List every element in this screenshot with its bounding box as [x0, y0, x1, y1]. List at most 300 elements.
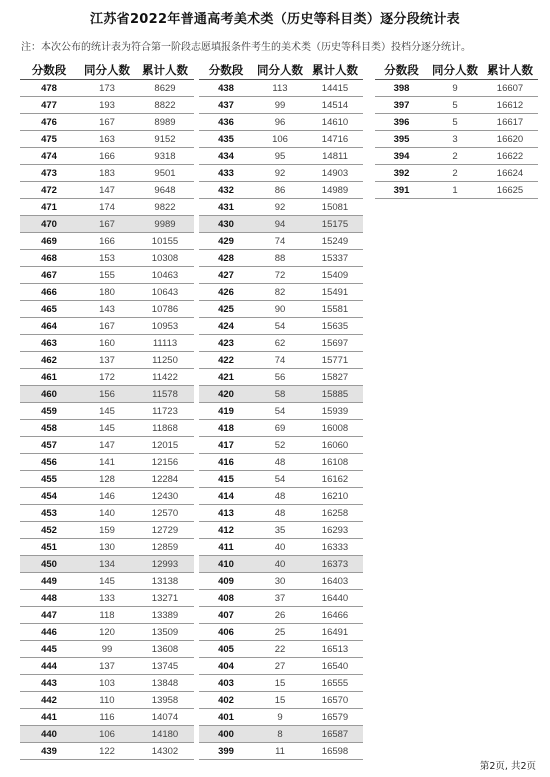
score-cell: 428: [199, 250, 253, 267]
table-row: [20, 573, 194, 590]
score-cell: 422: [199, 352, 253, 369]
table-row: [20, 233, 194, 250]
same-score-count-cell: 54: [253, 471, 307, 488]
same-score-count-cell: 167: [78, 216, 136, 233]
cumulative-count-cell: 13608: [136, 641, 194, 658]
cumulative-count-cell: 9989: [136, 216, 194, 233]
cumulative-count-cell: 10643: [136, 284, 194, 301]
score-cell: 427: [199, 267, 253, 284]
table-row: [20, 335, 194, 352]
same-score-count-cell: 35: [253, 522, 307, 539]
table-row: [199, 505, 363, 522]
cumulative-count-cell: 14074: [136, 709, 194, 726]
same-score-count-cell: 56: [253, 369, 307, 386]
table-row: [375, 182, 538, 199]
score-cell: 465: [20, 301, 78, 318]
table-row: [199, 624, 363, 641]
header-same-score-count: 同分人数: [78, 61, 136, 80]
cumulative-count-cell: 16624: [482, 165, 538, 182]
same-score-count-cell: 166: [78, 148, 136, 165]
table-row: [20, 641, 194, 658]
same-score-count-cell: 48: [253, 505, 307, 522]
table-row: [20, 437, 194, 454]
same-score-count-cell: 9: [428, 80, 482, 97]
cumulative-count-cell: 14716: [307, 131, 363, 148]
score-cell: 399: [199, 743, 253, 760]
cumulative-count-cell: 16060: [307, 437, 363, 454]
same-score-count-cell: 180: [78, 284, 136, 301]
score-cell: 477: [20, 97, 78, 114]
same-score-count-cell: 103: [78, 675, 136, 692]
same-score-count-cell: 106: [253, 131, 307, 148]
same-score-count-cell: 130: [78, 539, 136, 556]
table-row: [20, 505, 194, 522]
table-row: [20, 590, 194, 607]
cumulative-count-cell: 15175: [307, 216, 363, 233]
same-score-count-cell: 1: [428, 182, 482, 199]
table-row: [20, 556, 194, 573]
score-table-column-3: [375, 61, 538, 199]
same-score-count-cell: 172: [78, 369, 136, 386]
table-row: [20, 165, 194, 182]
table-row: [20, 743, 194, 760]
cumulative-count-cell: 16513: [307, 641, 363, 658]
score-cell: 451: [20, 539, 78, 556]
same-score-count-cell: 9: [253, 709, 307, 726]
same-score-count-cell: 166: [78, 233, 136, 250]
cumulative-count-cell: 16403: [307, 573, 363, 590]
table-row: [20, 675, 194, 692]
cumulative-count-cell: 13848: [136, 675, 194, 692]
score-cell: 396: [375, 114, 428, 131]
same-score-count-cell: 5: [428, 114, 482, 131]
cumulative-count-cell: 10953: [136, 318, 194, 335]
score-cell: 476: [20, 114, 78, 131]
cumulative-count-cell: 16625: [482, 182, 538, 199]
score-cell: 461: [20, 369, 78, 386]
header-score: 分数段: [20, 61, 78, 80]
score-cell: 426: [199, 284, 253, 301]
same-score-count-cell: 155: [78, 267, 136, 284]
table-row: [20, 250, 194, 267]
table-row: [20, 454, 194, 471]
score-cell: 398: [375, 80, 428, 97]
header-score: 分数段: [375, 61, 428, 80]
cumulative-count-cell: 12156: [136, 454, 194, 471]
cumulative-count-cell: 15081: [307, 199, 363, 216]
same-score-count-cell: 48: [253, 488, 307, 505]
score-cell: 392: [375, 165, 428, 182]
table-row: [20, 182, 194, 199]
score-cell: 471: [20, 199, 78, 216]
table-row: [20, 301, 194, 318]
score-cell: 441: [20, 709, 78, 726]
cumulative-count-cell: 14989: [307, 182, 363, 199]
table-row: [20, 216, 194, 233]
same-score-count-cell: 167: [78, 114, 136, 131]
cumulative-count-cell: 16466: [307, 607, 363, 624]
table-row: [199, 369, 363, 386]
cumulative-count-cell: 16598: [307, 743, 363, 760]
score-cell: 456: [20, 454, 78, 471]
table-row: [199, 556, 363, 573]
same-score-count-cell: 48: [253, 454, 307, 471]
same-score-count-cell: 146: [78, 488, 136, 505]
table-row: [20, 369, 194, 386]
same-score-count-cell: 2: [428, 165, 482, 182]
cumulative-count-cell: 14903: [307, 165, 363, 182]
same-score-count-cell: 140: [78, 505, 136, 522]
cumulative-count-cell: 12993: [136, 556, 194, 573]
score-cell: 457: [20, 437, 78, 454]
table-row: [199, 522, 363, 539]
table-row: [199, 352, 363, 369]
header-cumulative-count: 累计人数: [136, 61, 194, 80]
same-score-count-cell: 82: [253, 284, 307, 301]
table-row: [20, 114, 194, 131]
cumulative-count-cell: 13271: [136, 590, 194, 607]
same-score-count-cell: 96: [253, 114, 307, 131]
same-score-count-cell: 128: [78, 471, 136, 488]
cumulative-count-cell: 14811: [307, 148, 363, 165]
cumulative-count-cell: 12859: [136, 539, 194, 556]
score-cell: 462: [20, 352, 78, 369]
same-score-count-cell: 118: [78, 607, 136, 624]
same-score-count-cell: 173: [78, 80, 136, 97]
score-cell: 452: [20, 522, 78, 539]
score-cell: 455: [20, 471, 78, 488]
score-cell: 402: [199, 692, 253, 709]
table-row: [20, 692, 194, 709]
table-row: [20, 522, 194, 539]
same-score-count-cell: 141: [78, 454, 136, 471]
cumulative-count-cell: 16440: [307, 590, 363, 607]
table-row: [20, 539, 194, 556]
table-row: [199, 454, 363, 471]
same-score-count-cell: 26: [253, 607, 307, 624]
cumulative-count-cell: 15581: [307, 301, 363, 318]
cumulative-count-cell: 13509: [136, 624, 194, 641]
header-same-score-count: 同分人数: [253, 61, 307, 80]
same-score-count-cell: 134: [78, 556, 136, 573]
same-score-count-cell: 159: [78, 522, 136, 539]
score-cell: 436: [199, 114, 253, 131]
same-score-count-cell: 95: [253, 148, 307, 165]
cumulative-count-cell: 13138: [136, 573, 194, 590]
score-cell: 463: [20, 335, 78, 352]
page-number: 第2页, 共2页: [479, 761, 536, 772]
score-cell: 444: [20, 658, 78, 675]
score-cell: 431: [199, 199, 253, 216]
same-score-count-cell: 99: [78, 641, 136, 658]
cumulative-count-cell: 16210: [307, 488, 363, 505]
same-score-count-cell: 69: [253, 420, 307, 437]
header-same-score-count: 同分人数: [428, 61, 482, 80]
same-score-count-cell: 145: [78, 403, 136, 420]
table-row: [199, 131, 363, 148]
score-cell: 434: [199, 148, 253, 165]
header-score: 分数段: [199, 61, 253, 80]
score-cell: 391: [375, 182, 428, 199]
cumulative-count-cell: 16587: [307, 726, 363, 743]
score-cell: 464: [20, 318, 78, 335]
table-row: [199, 692, 363, 709]
cumulative-count-cell: 15635: [307, 318, 363, 335]
same-score-count-cell: 37: [253, 590, 307, 607]
header-cumulative-count: 累计人数: [307, 61, 363, 80]
table-row: [20, 199, 194, 216]
score-cell: 411: [199, 539, 253, 556]
score-cell: 394: [375, 148, 428, 165]
score-cell: 446: [20, 624, 78, 641]
same-score-count-cell: 133: [78, 590, 136, 607]
same-score-count-cell: 94: [253, 216, 307, 233]
table-row: [375, 80, 538, 97]
cumulative-count-cell: 10308: [136, 250, 194, 267]
cumulative-count-cell: 9318: [136, 148, 194, 165]
cumulative-count-cell: 16373: [307, 556, 363, 573]
score-cell: 433: [199, 165, 253, 182]
cumulative-count-cell: 16570: [307, 692, 363, 709]
cumulative-count-cell: 11723: [136, 403, 194, 420]
same-score-count-cell: 52: [253, 437, 307, 454]
same-score-count-cell: 8: [253, 726, 307, 743]
score-cell: 424: [199, 318, 253, 335]
same-score-count-cell: 15: [253, 692, 307, 709]
cumulative-count-cell: 16333: [307, 539, 363, 556]
score-cell: 404: [199, 658, 253, 675]
table-row: [199, 318, 363, 335]
same-score-count-cell: 143: [78, 301, 136, 318]
score-cell: 409: [199, 573, 253, 590]
table-row: [20, 352, 194, 369]
table-row: [20, 318, 194, 335]
same-score-count-cell: 120: [78, 624, 136, 641]
cumulative-count-cell: 14302: [136, 743, 194, 760]
table-row: [199, 386, 363, 403]
table-row: [20, 403, 194, 420]
score-cell: 421: [199, 369, 253, 386]
score-cell: 414: [199, 488, 253, 505]
same-score-count-cell: 92: [253, 199, 307, 216]
score-cell: 429: [199, 233, 253, 250]
cumulative-count-cell: 16555: [307, 675, 363, 692]
cumulative-count-cell: 9648: [136, 182, 194, 199]
score-cell: 405: [199, 641, 253, 658]
cumulative-count-cell: 12729: [136, 522, 194, 539]
table-row: [199, 97, 363, 114]
cumulative-count-cell: 13745: [136, 658, 194, 675]
same-score-count-cell: 99: [253, 97, 307, 114]
score-cell: 423: [199, 335, 253, 352]
table-row: [199, 743, 363, 760]
same-score-count-cell: 153: [78, 250, 136, 267]
same-score-count-cell: 116: [78, 709, 136, 726]
same-score-count-cell: 54: [253, 318, 307, 335]
table-note: 注：本次公布的统计表为符合第一阶段志愿填报条件考生的美术类（历史等科目类）投档分逐分统计。: [21, 42, 471, 53]
score-cell: 443: [20, 675, 78, 692]
score-cell: 432: [199, 182, 253, 199]
cumulative-count-cell: 16540: [307, 658, 363, 675]
score-cell: 412: [199, 522, 253, 539]
score-cell: 467: [20, 267, 78, 284]
same-score-count-cell: 183: [78, 165, 136, 182]
cumulative-count-cell: 13389: [136, 607, 194, 624]
cumulative-count-cell: 12430: [136, 488, 194, 505]
table-row: [199, 590, 363, 607]
score-cell: 470: [20, 216, 78, 233]
same-score-count-cell: 58: [253, 386, 307, 403]
same-score-count-cell: 88: [253, 250, 307, 267]
table-row: [199, 267, 363, 284]
cumulative-count-cell: 12015: [136, 437, 194, 454]
score-table-column-1: [20, 61, 194, 760]
same-score-count-cell: 74: [253, 352, 307, 369]
table-row: [20, 80, 194, 97]
same-score-count-cell: 113: [253, 80, 307, 97]
table-row: [375, 148, 538, 165]
score-cell: 439: [20, 743, 78, 760]
same-score-count-cell: 54: [253, 403, 307, 420]
table-row: [375, 165, 538, 182]
score-cell: 447: [20, 607, 78, 624]
cumulative-count-cell: 16622: [482, 148, 538, 165]
cumulative-count-cell: 15771: [307, 352, 363, 369]
cumulative-count-cell: 9152: [136, 131, 194, 148]
cumulative-count-cell: 9822: [136, 199, 194, 216]
score-cell: 403: [199, 675, 253, 692]
table-row: [199, 80, 363, 97]
cumulative-count-cell: 12570: [136, 505, 194, 522]
cumulative-count-cell: 15249: [307, 233, 363, 250]
same-score-count-cell: 106: [78, 726, 136, 743]
table-row: [20, 658, 194, 675]
score-cell: 419: [199, 403, 253, 420]
table-row: [199, 488, 363, 505]
cumulative-count-cell: 15337: [307, 250, 363, 267]
same-score-count-cell: 167: [78, 318, 136, 335]
cumulative-count-cell: 11113: [136, 335, 194, 352]
score-cell: 401: [199, 709, 253, 726]
score-cell: 425: [199, 301, 253, 318]
cumulative-count-cell: 9501: [136, 165, 194, 182]
score-cell: 478: [20, 80, 78, 97]
score-cell: 450: [20, 556, 78, 573]
table-row: [20, 284, 194, 301]
cumulative-count-cell: 15409: [307, 267, 363, 284]
same-score-count-cell: 145: [78, 420, 136, 437]
cumulative-count-cell: 14180: [136, 726, 194, 743]
cumulative-count-cell: 16293: [307, 522, 363, 539]
score-cell: 418: [199, 420, 253, 437]
table-row: [199, 675, 363, 692]
same-score-count-cell: 193: [78, 97, 136, 114]
score-cell: 417: [199, 437, 253, 454]
table-row: [199, 199, 363, 216]
table-row: [199, 216, 363, 233]
cumulative-count-cell: 11422: [136, 369, 194, 386]
table-row: [199, 471, 363, 488]
cumulative-count-cell: 12284: [136, 471, 194, 488]
cumulative-count-cell: 15491: [307, 284, 363, 301]
same-score-count-cell: 137: [78, 658, 136, 675]
table-row: [199, 403, 363, 420]
same-score-count-cell: 174: [78, 199, 136, 216]
same-score-count-cell: 163: [78, 131, 136, 148]
cumulative-count-cell: 10155: [136, 233, 194, 250]
same-score-count-cell: 110: [78, 692, 136, 709]
cumulative-count-cell: 16617: [482, 114, 538, 131]
same-score-count-cell: 74: [253, 233, 307, 250]
cumulative-count-cell: 16620: [482, 131, 538, 148]
table-row: [199, 182, 363, 199]
same-score-count-cell: 40: [253, 539, 307, 556]
same-score-count-cell: 11: [253, 743, 307, 760]
table-row: [20, 488, 194, 505]
score-cell: 445: [20, 641, 78, 658]
cumulative-count-cell: 14514: [307, 97, 363, 114]
table-row: [20, 148, 194, 165]
score-cell: 453: [20, 505, 78, 522]
table-row: [20, 471, 194, 488]
score-cell: 416: [199, 454, 253, 471]
cumulative-count-cell: 11250: [136, 352, 194, 369]
table-row: [20, 131, 194, 148]
score-cell: 430: [199, 216, 253, 233]
same-score-count-cell: 62: [253, 335, 307, 352]
cumulative-count-cell: 14610: [307, 114, 363, 131]
same-score-count-cell: 22: [253, 641, 307, 658]
score-cell: 468: [20, 250, 78, 267]
score-cell: 475: [20, 131, 78, 148]
table-row: [20, 726, 194, 743]
score-cell: 472: [20, 182, 78, 199]
cumulative-count-cell: 14415: [307, 80, 363, 97]
cumulative-count-cell: 16162: [307, 471, 363, 488]
cumulative-count-cell: 11578: [136, 386, 194, 403]
cumulative-count-cell: 16258: [307, 505, 363, 522]
score-cell: 448: [20, 590, 78, 607]
same-score-count-cell: 27: [253, 658, 307, 675]
table-row: [199, 420, 363, 437]
cumulative-count-cell: 16008: [307, 420, 363, 437]
table-row: [199, 709, 363, 726]
cumulative-count-cell: 10463: [136, 267, 194, 284]
table-row: [199, 539, 363, 556]
table-row: [199, 233, 363, 250]
score-cell: 410: [199, 556, 253, 573]
cumulative-count-cell: 16108: [307, 454, 363, 471]
same-score-count-cell: 72: [253, 267, 307, 284]
cumulative-count-cell: 16491: [307, 624, 363, 641]
same-score-count-cell: 137: [78, 352, 136, 369]
score-cell: 438: [199, 80, 253, 97]
cumulative-count-cell: 8629: [136, 80, 194, 97]
same-score-count-cell: 160: [78, 335, 136, 352]
table-row: [199, 165, 363, 182]
table-row: [199, 641, 363, 658]
cumulative-count-cell: 15697: [307, 335, 363, 352]
score-cell: 442: [20, 692, 78, 709]
same-score-count-cell: 122: [78, 743, 136, 760]
score-cell: 407: [199, 607, 253, 624]
score-table-column-2: [199, 61, 363, 760]
score-cell: 454: [20, 488, 78, 505]
cumulative-count-cell: 16579: [307, 709, 363, 726]
score-cell: 400: [199, 726, 253, 743]
table-row: [20, 97, 194, 114]
cumulative-count-cell: 15827: [307, 369, 363, 386]
